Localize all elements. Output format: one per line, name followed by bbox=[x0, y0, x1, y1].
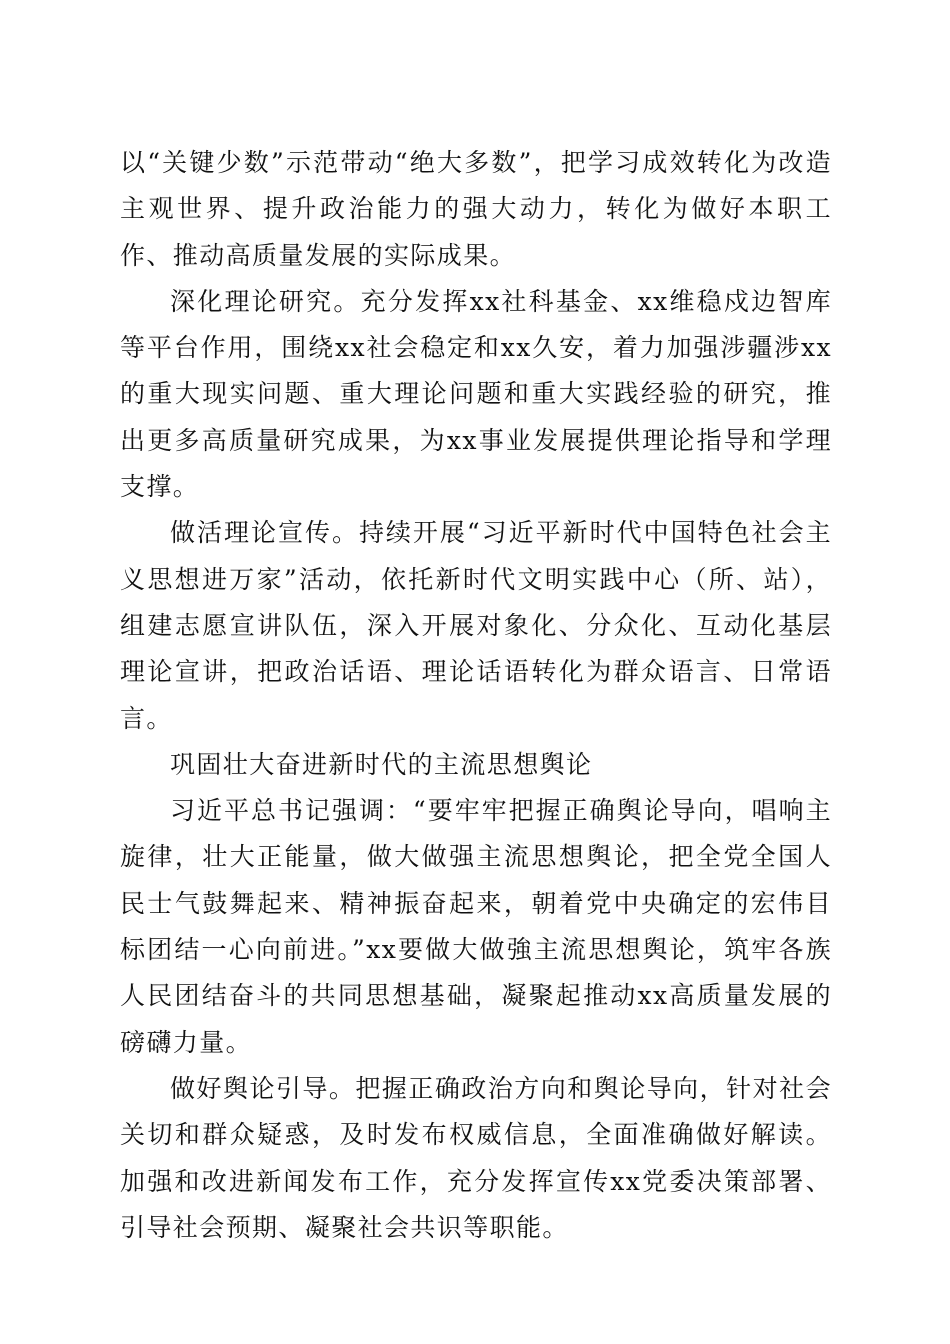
paragraph-theory-publicity: 做活理论宣传。持续开展“习近平新时代中国特色社会主义思想进万家”活动，依托新时代文明实践中心（所、站），组建志愿宣讲队伍，深入开展对象化、分众化、互动化基层理论宣讲，把政治话语、理论话语转化为群众语言、日常语言。 bbox=[120, 518, 832, 733]
document-body bbox=[120, 140, 832, 1251]
paragraph-opinion-guidance: 做好舆论引导。把握正确政治方向和舆论导向，针对社会关切和群众疑惑，及时发布权威信息，全面准确做好解读。加强和改进新闻发布工作，充分发挥宣传xx党委决策部署、引导社会预期、凝聚社会共识等职能。 bbox=[120, 1073, 832, 1242]
paragraph-theory-research: 深化理论研究。充分发挥xx社科基金、xx维稳戍边智库等平台作用，围绕xx社会稳定和xx久安，着力加强涉疆涉xx的重大现实问题、重大理论问题和重大实践经验的研究，推出更多高质量研究成果，为xx事业发展提供理论指导和学理支撑。 bbox=[120, 286, 832, 502]
paragraph-continuation: 以“关键少数”示范带动“绝大多数”，把学习成效转化为改造主观世界、提升政治能力的强大动力，转化为做好本职工作、推动高质量发展的实际成果。 bbox=[120, 148, 832, 270]
paragraph-quote: 习近平总书记强调：“要牢牢把握正确舆论导向，唱响主旋律，壮大正能量，做大做强主流思想舆论，把全党全国人民士气鼓舞起来、精神振奋起来，朝着党中央确定的宏伟目标团结一心向前进。”xx要做大做強主流思想舆论，筑牢各族人民团结奋斗的共同思想基础，凝聚起推动xx高质量发展的磅礴力量。 bbox=[120, 796, 832, 1057]
section-heading: 巩固壮大奋进新时代的主流思想舆论 bbox=[170, 749, 593, 779]
